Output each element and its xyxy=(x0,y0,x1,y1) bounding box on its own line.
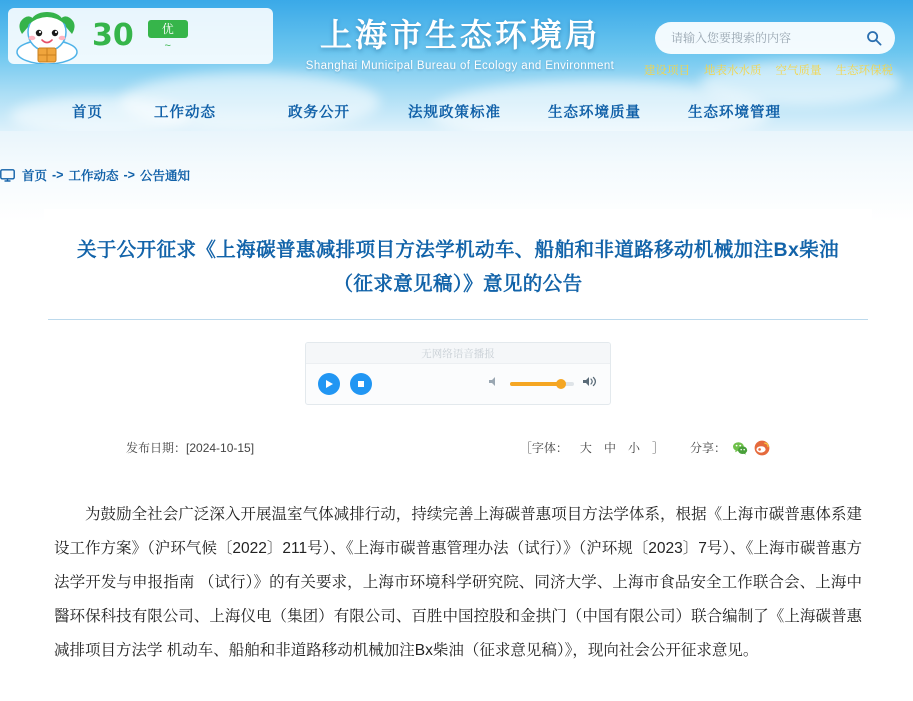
search-box[interactable] xyxy=(655,22,895,54)
main-nav[interactable] xyxy=(0,92,913,131)
quick-link-1[interactable]: 地表水水质 xyxy=(704,65,762,77)
font-size-small[interactable]: 小 xyxy=(627,441,640,455)
volume-slider[interactable] xyxy=(510,382,574,386)
audio-player-wrapper xyxy=(44,342,872,405)
font-size-large[interactable]: 大 xyxy=(579,441,592,455)
volume-slider-knob[interactable] xyxy=(556,379,566,389)
nav-item-work-news[interactable]: 工作动态 xyxy=(154,105,216,121)
stop-button[interactable] xyxy=(350,373,372,395)
breadcrumb-separator: -> xyxy=(123,168,135,182)
title-divider xyxy=(48,319,868,320)
font-size-label-close: ］ xyxy=(651,441,664,455)
audio-player[interactable] xyxy=(305,342,611,405)
font-size-medium[interactable]: 中 xyxy=(603,441,616,455)
publish-date-label: 发布日期： xyxy=(126,441,187,455)
page-title: 关于公开征求《上海碳普惠减排项目方法学机动车、船舶和非道路移动机械加注Bx柴油（征求意见稿）》意见的公告 xyxy=(76,239,840,295)
quick-link-0[interactable]: 建设项目 xyxy=(644,65,690,77)
breadcrumb-item-2[interactable]: 公告通知 xyxy=(139,169,190,183)
article-container xyxy=(44,209,872,669)
publish-date xyxy=(126,439,254,456)
breadcrumb[interactable] xyxy=(0,166,190,184)
aqi-widget[interactable] xyxy=(8,8,273,64)
search-input[interactable] xyxy=(669,30,863,46)
quick-link-3[interactable]: 生态环保税 xyxy=(835,65,893,77)
site-header xyxy=(0,0,913,131)
mascot-icon xyxy=(8,8,86,64)
share-control[interactable] xyxy=(690,439,770,456)
play-icon xyxy=(324,379,334,389)
article-meta xyxy=(44,439,872,456)
publish-date-value: [2024-10-15] xyxy=(186,441,255,455)
breadcrumb-item-0[interactable]: 首页 xyxy=(22,169,48,183)
audio-status-text: 无网络语音播报 xyxy=(306,343,610,364)
site-title xyxy=(280,10,640,72)
quick-links[interactable] xyxy=(644,62,893,78)
share-label: 分享： xyxy=(689,441,726,455)
aqi-value: 30 xyxy=(92,18,134,53)
nav-item-gov-affairs[interactable]: 政务公开 xyxy=(288,105,350,121)
page-body xyxy=(0,131,913,701)
breadcrumb-separator: -> xyxy=(52,168,64,182)
nav-item-env-management[interactable]: 生态环境管理 xyxy=(688,105,781,121)
stop-icon xyxy=(356,379,366,389)
play-button[interactable] xyxy=(318,373,340,395)
site-title-cn: 上海市生态环境局 xyxy=(319,17,600,53)
aqi-quality-badge: 优 xyxy=(148,20,188,38)
site-title-en: Shanghai Municipal Bureau of Ecology and Environment xyxy=(305,60,615,72)
home-monitor-icon xyxy=(0,169,15,182)
volume-slider-fill xyxy=(510,382,560,386)
nav-item-env-quality[interactable]: 生态环境质量 xyxy=(548,105,641,121)
nav-item-home[interactable]: 首页 xyxy=(72,105,103,121)
volume-icon[interactable] xyxy=(582,375,598,393)
nav-item-regulations[interactable]: 法规政策标准 xyxy=(408,105,501,121)
weibo-icon[interactable] xyxy=(754,440,770,456)
article-paragraph: 为鼓励全社会广泛深入开展温室气体减排行动，持续完善上海碳普惠项目方法学体系，根据《上海市碳普惠体系建设工作方案》（沪环气候〔2022〕211号）、《上海市碳普惠管理办法（试行）》（沪环规〔2023〕7号）、《上海市碳普惠方法学开发与申报指南 （试行）》的有关要求，上海市环境科学研究院、同济大学、上海市食品安全工作联合会、上海中醫环保科技有限公司、上海仪电（集团）有限公司、百胜中国控股和金拱门（中国有限公司）联合编制了《上海碳普惠减排项目方法学 机动车、船舶和非道路移动机械加注Bx柴油（征求意见稿）》，现向社会公开征求意见。 xyxy=(54,506,862,659)
volume-mute-icon[interactable] xyxy=(488,375,502,393)
search-icon xyxy=(866,30,882,46)
search-button[interactable] xyxy=(863,27,885,49)
article-body xyxy=(44,498,872,668)
quick-link-2[interactable]: 空气质量 xyxy=(775,65,822,77)
font-size-control[interactable] xyxy=(520,439,664,456)
font-size-label: ［字体： xyxy=(519,441,568,455)
aqi-subtext: ~ xyxy=(164,40,171,52)
wechat-icon[interactable] xyxy=(732,440,748,456)
breadcrumb-item-1[interactable]: 工作动态 xyxy=(68,169,119,183)
